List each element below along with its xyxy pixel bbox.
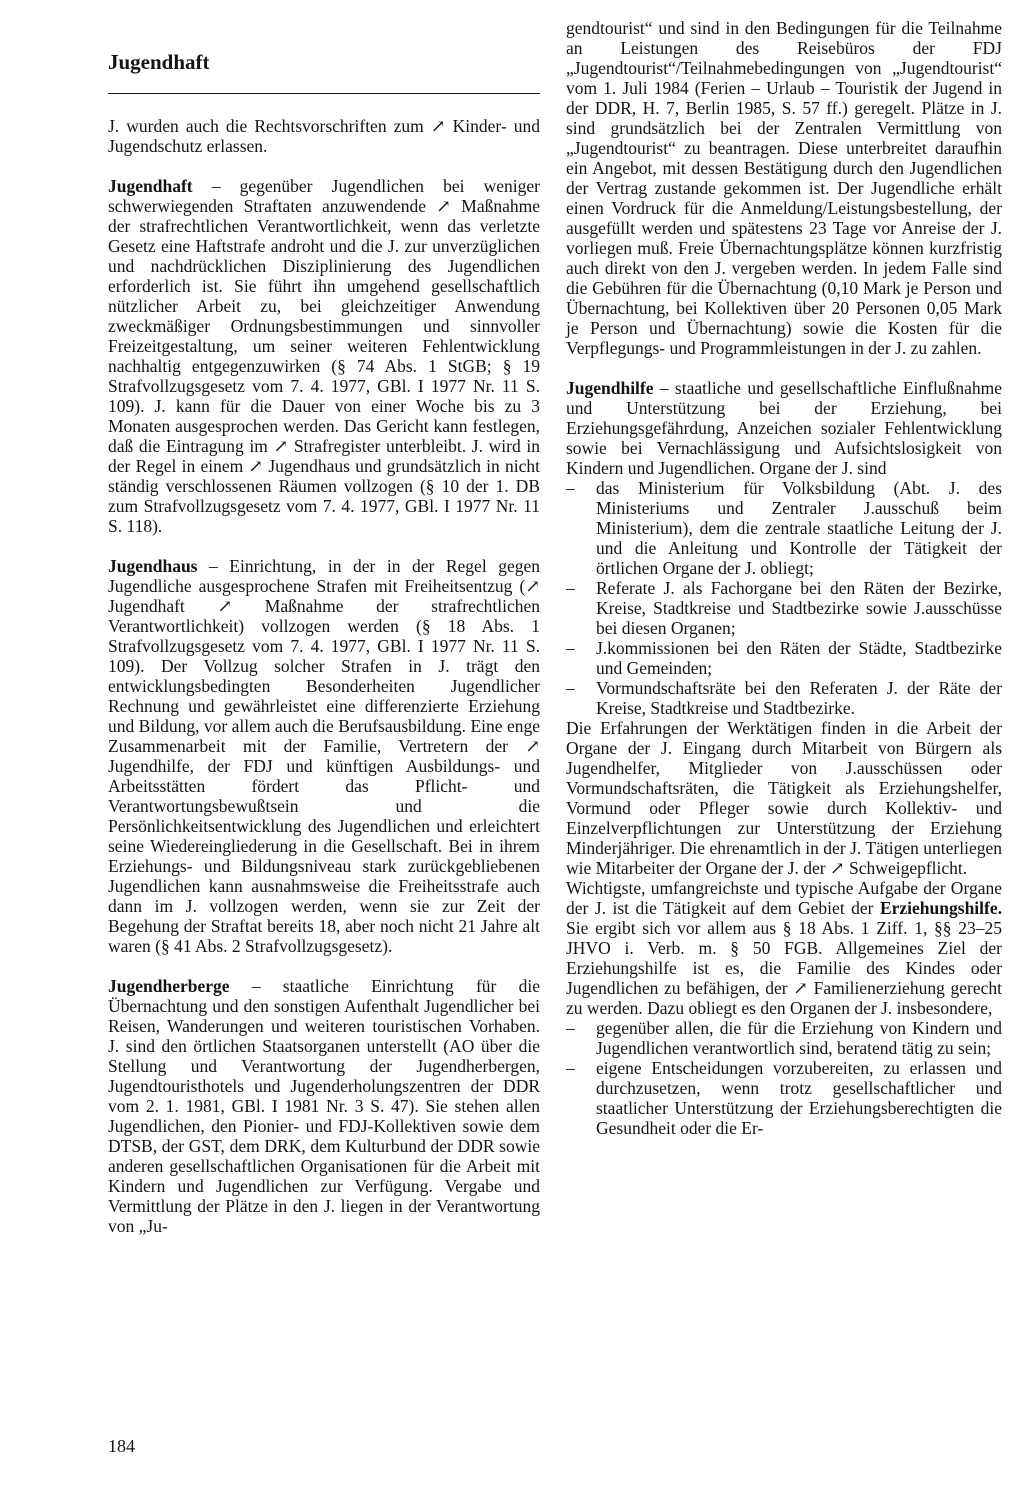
continued-text: J. wurden auch die Rechtsvorschriften zum ↗ Kinder- und Jugendschutz erlassen. [108, 116, 540, 156]
list-item: – eigene Entscheidungen vorzubereiten, zu erlassen und durchzusetzen, wenn trotz gesellschaftlicher und staatlicher Unterstützung der Erziehungsberechtigten die Gesundheit oder die Er- [566, 1058, 1002, 1138]
entry-term: Jugendhaft [108, 176, 193, 196]
list-item: – gegenüber allen, die für die Erziehung von Kindern und Jugendlichen verantwortlich sind, beratend tätig zu sein; [566, 1018, 1002, 1058]
list-item: – Vormundschaftsräte bei den Referaten J. der Räte der Kreise, Stadtkreise und Stadtbezirke. [566, 678, 1002, 718]
entry-jugendhilfe [566, 378, 1002, 478]
list-item: – J.kommissionen bei den Räten der Städte, Stadtbezirke und Gemeinden; [566, 638, 1002, 678]
paragraph-text: Wichtigste, umfangreichste und typische Aufgabe der Organe der J. ist die Tätigkeit auf dem Gebiet der [566, 878, 1002, 918]
entry-body: – staatliche Einrichtung für die Übernachtung und den sonstigen Aufenthalt Jugendlicher bei Reisen, Wanderungen und weiteren touristischen Vorhaben. J. sind den örtlichen Staatsorganen unterstellt (AO über die Stellung und Verantwortung der Jugendherbergen, Jugendtouristhotels und Jugenderholungszentren der DDR vom 2. 1. 1981, GBl. I 1981 Nr. 3 S. 47). Sie stehen allen Jugendlichen, den Pionier- und FDJ-Kollektiven sowie dem DTSB, der GST, dem DRK, dem Kulturbund der DDR sowie anderen gesellschaftlichen Organisationen für die Arbeit mit Kindern und Jugendlichen zur Verfügung. Vergabe und Vermittlung der Plätze in den J. liegen in der Verantwortung von „Ju- [108, 976, 540, 1236]
duties-list [566, 1018, 1002, 1138]
left-column [108, 116, 540, 1236]
paragraph-task [566, 878, 1002, 1018]
right-column [566, 18, 1002, 1138]
entry-term: Jugendherberge [108, 976, 230, 996]
paragraph-experience: Die Erfahrungen der Werktätigen finden in die Arbeit der Organe der J. Eingang durch Mitarbeit von Bürgern als Jugendhelfer, Mitglieder von J.ausschüssen oder Vormundschaftsräten, die Tätigkeit als Erziehungshelfer, Vormund oder Pfleger sowie durch Kollektiv- und Einzelverpflichtungen zur Unterstützung der Erziehung Minderjähriger. Die ehrenamtlich in der J. Tätigen unterliegen wie Mitarbeiter der Organe der J. der ↗ Schweigepflicht. [566, 718, 1002, 878]
entry-jugendhaft [108, 176, 540, 536]
paragraph-text: Sie ergibt sich vor allem aus § 18 Abs. 1 Ziff. 1, §§ 23–25 JHVO i. Verb. m. § 50 FGB. Allgemeines Ziel der Erziehungshilfe ist es, die Familie des Kindes oder Jugendlichen zu befähigen, der ↗ Familienerziehung gerecht zu werden. Dazu obliegt es den Organen der J. insbesondere, [566, 918, 1002, 1018]
bold-term: Erziehungshilfe. [879, 898, 1002, 918]
continued-text: gendtourist“ und sind in den Bedingungen für die Teilnahme an Leistungen des Reisebüros der FDJ „Jugendtourist“/Teilnahmebedingungen von „Jugendtourist“ vom 1. Juli 1984 (Ferien – Urlaub – Touristik der Jugend in der DDR, H. 7, Berlin 1985, S. 57 ff.) geregelt. Plätze in J. sind grundsätzlich bei der Zentralen Vermittlung von „Jugendtourist“ zu beantragen. Diese unterbreitet daraufhin ein Angebot, mit dessen Bestätigung durch den Jugendlichen der Vertrag zustande gekommen ist. Der Jugendliche erhält einen Vordruck für die Anmeldung/Leistungsbestellung, der ausgefüllt werden und spätestens 23 Tage vor Anreise der J. vorliegen muß. Freie Übernachtungsplätze können kurzfristig auch direkt von den J. vergeben werden. In jedem Falle sind die Gebühren für die Übernachtung (0,10 Mark je Person und Übernachtung, bei Kollektiven über 20 Personen 0,05 Mark je Person und Übernachtung) sowie die Kosten für die Verpflegungs- und Programmleistungen in der J. zu zahlen. [566, 18, 1002, 358]
running-head: Jugendhaft [108, 50, 210, 74]
page-number: 184 [108, 1436, 135, 1456]
list-item: – Referate J. als Fachorgane bei den Räten der Bezirke, Kreise, Stadtkreise und Stadtbezirke sowie J.ausschüsse bei diesen Organen; [566, 578, 1002, 638]
organs-list [566, 478, 1002, 718]
entry-body: – Einrichtung, in der in der Regel gegen Jugendliche ausgesprochene Strafen mit Freiheitsentzug (↗ Jugendhaft ↗ Maßnahme der strafrechtlichen Verantwortlichkeit) vollzogen werden (§ 18 Abs. 1 Strafvollzugsgesetz vom 7. 4. 1977, GBl. I 1977 Nr. 11 S. 109). Der Vollzug solcher Strafen in J. trägt den entwicklungsbedingten Besonderheiten Jugendlicher Rechnung und gewährleistet eine differenzierte Erziehung und Bildung, vor allem auch die Berufsausbildung. Eine enge Zusammenarbeit mit der Familie, Vertretern der ↗ Jugendhilfe, der FDJ und künftigen Ausbildungs- und Arbeitsstätten fördert das Pflicht- und Verantwortungsbewußtsein und die Persönlichkeitsentwicklung des Jugendlichen und erleichtert seine Wiedereingliederung in die Gesellschaft. Bei in ihrem Erziehungs- und Bildungsniveau stark zurückgebliebenen Jugendlichen kann ausnahmsweise die Freiheitsstrafe auch dann im J. vollzogen werden, wenn sie zur Zeit der Begehung der Straftat bereits 18, aber noch nicht 21 Jahre alt waren (§ 41 Abs. 2 Strafvollzugsgesetz). [108, 556, 540, 956]
entry-jugendherberge [108, 976, 540, 1236]
entry-body: – staatliche und gesellschaftliche Einflußnahme und Unterstützung bei der Erziehung, bei Erziehungsgefährdung, Anzeichen sozialer Fehlentwicklung sowie bei Vernachlässigung und Aufsichtslosigkeit von Kindern und Jugendlichen. Organe der J. sind [566, 378, 1002, 478]
entry-body: – gegenüber Jugendlichen bei weniger schwerwiegenden Straftaten anzuwendende ↗ Maßnahme der strafrechtlichen Verantwortlichkeit, wenn das verletzte Gesetz eine Haftstrafe androht und die J. zur unverzüglichen und nachdrücklichen Disziplinierung des Jugendlichen erforderlich ist. Sie führt ihn umgehend gesellschaftlich nützlicher Arbeit zu, bei gleichzeitiger Anwendung zweckmäßiger Ordnungsbestimmungen und sinnvoller Freizeitgestaltung, um seiner weiteren Fehlentwicklung nachhaltig entgegenzuwirken (§ 74 Abs. 1 StGB; § 19 Strafvollzugsgesetz vom 7. 4. 1977, GBl. I 1977 Nr. 11 S. 109). J. kann für die Dauer von einer Woche bis zu 3 Monaten ausgesprochen werden. Das Gericht kann festlegen, daß die Eintragung im ↗ Strafregister unterbleibt. J. wird in der Regel in einem ↗ Jugendhaus und grundsätzlich in nicht ständig verschlossenen Räumen vollzogen (§ 10 der 1. DB zum Strafvollzugsgesetz vom 7. 4. 1977, GBl. I 1977 Nr. 11 S. 118). [108, 176, 540, 536]
header-rule [108, 93, 540, 94]
entry-jugendhaus [108, 556, 540, 956]
entry-term: Jugendhilfe [566, 378, 654, 398]
list-item: – das Ministerium für Volksbildung (Abt. J. des Ministeriums und Zentraler J.ausschuß beim Ministerium), dem die zentrale staatliche Leitung der J. und die Anleitung und Kontrolle der Tätigkeit der örtlichen Organe der J. obliegt; [566, 478, 1002, 578]
entry-term: Jugendhaus [108, 556, 198, 576]
